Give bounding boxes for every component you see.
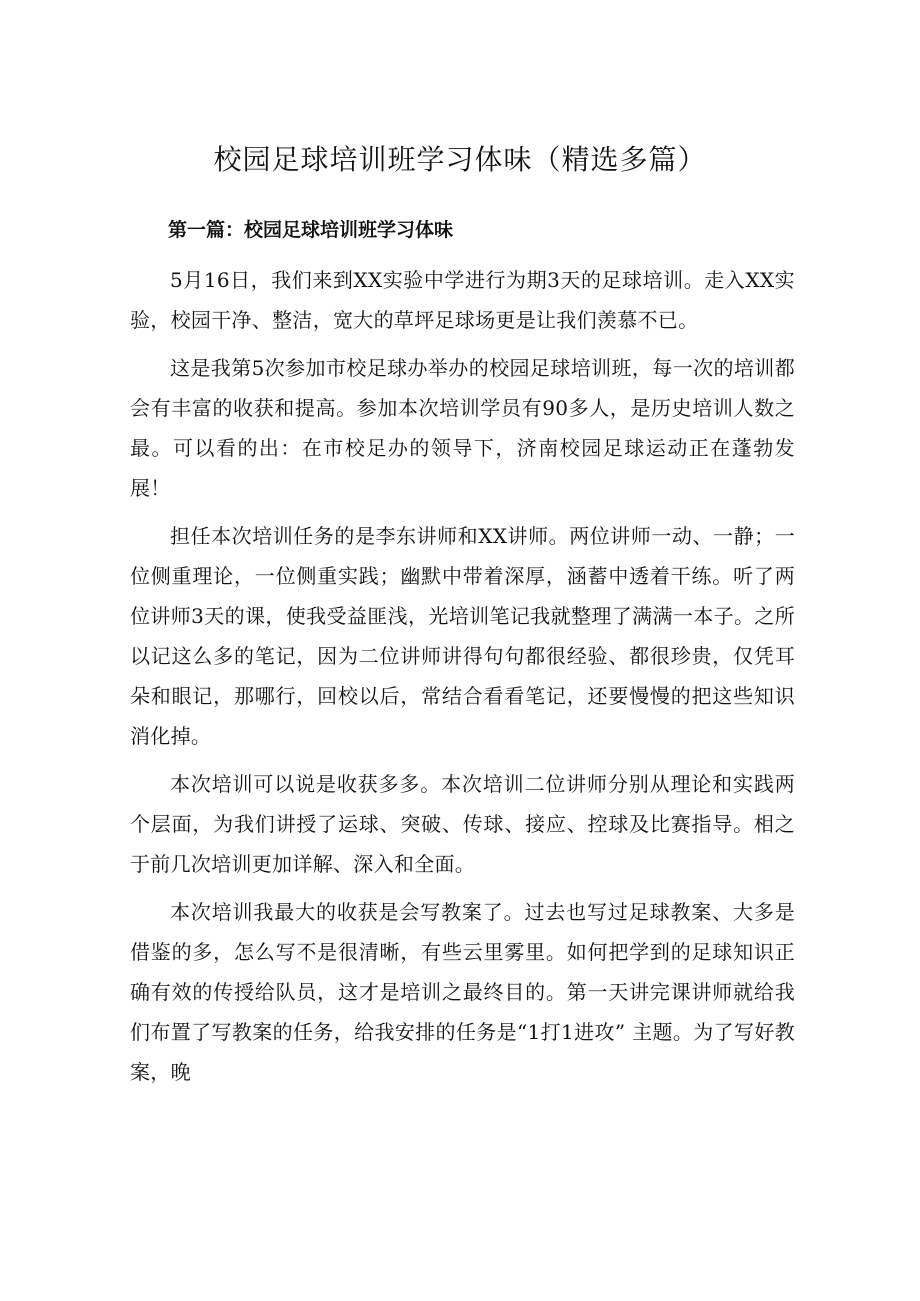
paragraph: 担任本次培训任务的是李东讲师和XX讲师。两位讲师一动、一静；一位侧重理论，一位侧重实践；幽默中带着深厚，涵蓄中透着干练。听了两位讲师3天的课，使我受益匪浅，光培训笔记我就整理了满满一本子。之所以记这么多的笔记，因为二位讲师讲得句句都很经验、都很珍贵，仅凭耳朵和眼记，那哪行，回校以后，常结合看看笔记，还要慢慢的把这些知识消化掉。	[130, 524, 795, 748]
paragraph: 5月16日，我们来到XX实验中学进行为期3天的足球培训。走入XX实验，校园干净、整洁，宽大的草坪足球场更是让我们羡慕不已。	[130, 268, 795, 332]
paragraph: 本次培训可以说是收获多多。本次培训二位讲师分别从理论和实践两个层面，为我们讲授了运球、突破、传球、接应、控球及比赛指导。相之于前几次培训更加详解、深入和全面。	[130, 772, 795, 876]
section-heading: 第一篇：校园足球培训班学习体味	[168, 219, 454, 241]
paragraph: 这是我第5次参加市校足球办举办的校园足球培训班，每一次的培训都会有丰富的收获和提高。参加本次培训学员有90多人，是历史培训人数之最。可以看的出：在市校足办的领导下，济南校园足球运动正在蓬勃发展！	[130, 356, 795, 500]
document-body	[130, 260, 795, 1100]
paragraph: 本次培训我最大的收获是会写教案了。过去也写过足球教案、大多是借鉴的多，怎么写不是很清晰，有些云里雾里。如何把学到的足球知识正确有效的传授给队员，这才是培训之最终目的。第一天讲完课讲师就给我们布置了写教案的任务，给我安排的任务是“1打1进攻” 主题。为了写好教案，晚	[130, 900, 795, 1084]
document-title: 校园足球培训班学习体味（精选多篇）	[213, 143, 707, 176]
